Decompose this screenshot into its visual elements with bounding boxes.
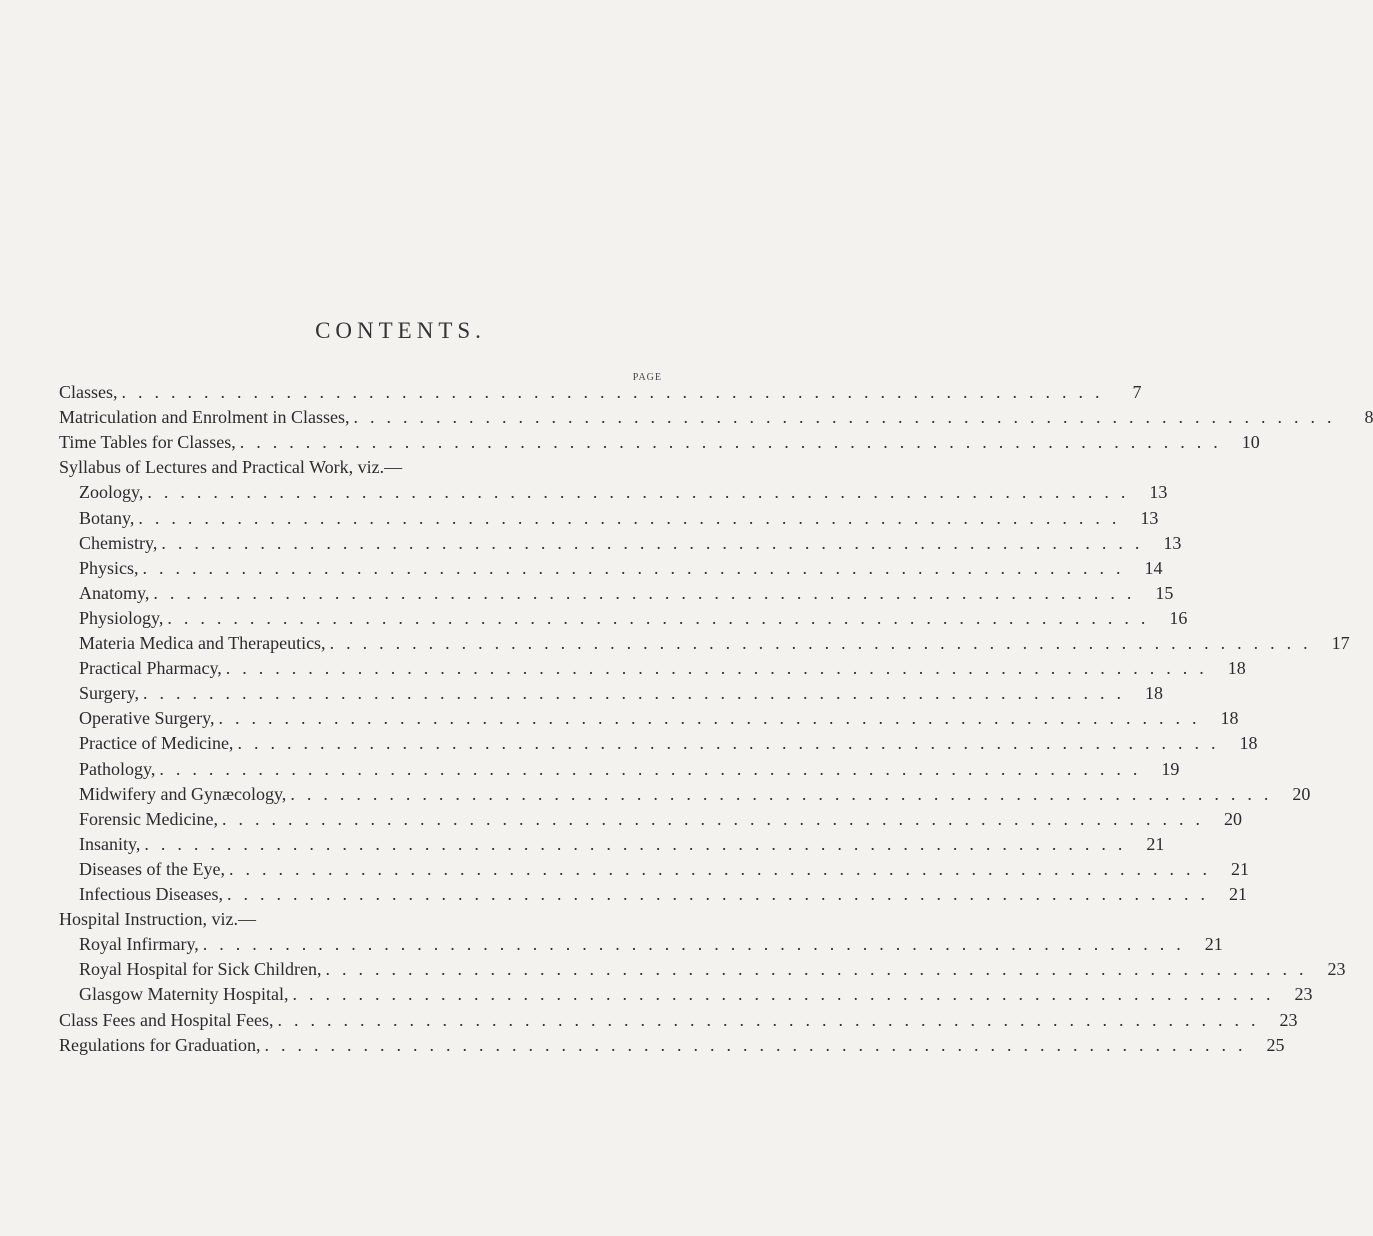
page-column-header: PAGE xyxy=(632,372,662,383)
toc-entry xyxy=(79,706,1239,731)
toc-entry-label: Forensic Medicine, xyxy=(79,808,218,829)
toc-entry-page-number: 18 xyxy=(1145,683,1163,704)
toc-entry-label: Midwifery and Gynæcology, xyxy=(79,783,287,804)
toc-entry-page-number: 21 xyxy=(1230,858,1249,879)
toc-entry xyxy=(79,531,1182,556)
toc-entry-label: Zoology, xyxy=(79,482,144,503)
toc-entry xyxy=(59,430,1260,455)
toc-entry-page-number: 14 xyxy=(1144,557,1163,578)
toc-entry-page-number: 10 xyxy=(1241,432,1260,453)
toc-entry-page-number: 18 xyxy=(1239,733,1258,754)
toc-entry-label: Classes, xyxy=(59,382,118,402)
toc-entry xyxy=(79,807,1242,832)
dot-leader: ............................................................ xyxy=(142,557,1133,578)
dot-leader: ............................................................ xyxy=(143,683,1133,704)
toc-entry-label: Glasgow Maternity Hospital, xyxy=(79,984,289,1005)
dot-leader: ............................................................ xyxy=(144,833,1135,854)
toc-entry-label: Pathology, xyxy=(79,758,156,779)
toc-entry-label: Practical Pharmacy, xyxy=(79,658,222,679)
dot-leader: ............................................................ xyxy=(292,984,1283,1005)
dot-leader: ............................................................ xyxy=(264,1034,1255,1055)
dot-leader: ............................................................ xyxy=(353,407,1344,428)
toc-entry-page-number: 19 xyxy=(1161,758,1180,779)
toc-entry-label: Diseases of the Eye, xyxy=(79,858,225,879)
toc-entry-page-number: 16 xyxy=(1169,607,1188,628)
toc-entry-page-number: 21 xyxy=(1228,884,1247,904)
toc-entry-label: Physics, xyxy=(79,557,139,578)
toc-entry-label: Royal Hospital for Sick Children, xyxy=(79,959,322,980)
dot-leader: ............................................................ xyxy=(237,733,1228,754)
dot-leader: ............................................................ xyxy=(329,633,1320,653)
toc-entry-label: Operative Surgery, xyxy=(79,708,215,729)
toc-entry-label: Materia Medica and Therapeutics, xyxy=(79,633,326,653)
toc-entry-label: Hospital Instruction, viz.— xyxy=(59,909,256,930)
dot-leader: ............................................................ xyxy=(325,959,1316,980)
toc-entry-page-number: 13 xyxy=(1163,532,1182,553)
toc-entry-page-number: 7 xyxy=(1132,382,1142,402)
toc-entry xyxy=(79,757,1180,782)
toc-section-heading xyxy=(59,455,662,480)
toc-entry-page-number: 23 xyxy=(1294,984,1313,1005)
toc-entry-page-number: 18 xyxy=(1227,658,1246,679)
dot-leader: ............................................................ xyxy=(221,808,1212,829)
dot-leader: ............................................................ xyxy=(121,382,1112,402)
dot-leader: ............................................................ xyxy=(228,858,1219,879)
toc-entry-label: Infectious Diseases, xyxy=(79,884,223,904)
page-title: CONTENTS. xyxy=(315,318,486,343)
toc-entry xyxy=(79,957,1346,982)
dot-leader: ............................................................ xyxy=(153,582,1144,603)
toc-entry-label: Syllabus of Lectures and Practical Work, viz.— xyxy=(59,457,403,478)
toc-entry xyxy=(79,681,1163,706)
toc-entry-label: Surgery, xyxy=(79,683,139,704)
dot-leader: ............................................................ xyxy=(277,1009,1268,1030)
toc-entry-page-number: 8 xyxy=(1364,407,1373,428)
dot-leader: ............................................................ xyxy=(202,934,1193,955)
toc-entry-label: Matriculation and Enrolment in Classes, xyxy=(59,407,350,428)
toc-entry-label: Practice of Medicine, xyxy=(79,733,234,754)
toc-entry-label: Time Tables for Classes, xyxy=(59,432,236,453)
toc-entry xyxy=(79,631,1350,656)
toc-entry xyxy=(59,380,1142,405)
dot-leader: ............................................................ xyxy=(138,507,1129,528)
toc-entry-page-number: 20 xyxy=(1292,783,1311,804)
toc-entry-label: Class Fees and Hospital Fees, xyxy=(59,1009,274,1030)
dot-leader: ............................................................ xyxy=(147,482,1138,503)
toc-entry xyxy=(59,1008,1298,1033)
toc-entry-page-number: 25 xyxy=(1266,1034,1285,1055)
toc-entry xyxy=(79,731,1258,756)
toc-entry-label: Anatomy, xyxy=(79,582,150,603)
toc-section-heading xyxy=(59,907,662,932)
toc-entry xyxy=(59,405,1373,430)
toc-entry-page-number: 18 xyxy=(1220,708,1239,729)
toc-entry-page-number: 15 xyxy=(1155,582,1174,603)
toc-entry-page-number: 23 xyxy=(1327,959,1346,980)
toc-entry-page-number: 21 xyxy=(1204,934,1223,955)
dot-leader: ............................................................ xyxy=(159,758,1150,779)
toc-entry-page-number: 20 xyxy=(1223,808,1242,829)
dot-leader: ............................................................ xyxy=(218,708,1209,729)
dot-leader: ............................................................ xyxy=(226,884,1217,904)
dot-leader: ............................................................ xyxy=(161,532,1152,553)
toc-entry-page-number: 21 xyxy=(1146,833,1165,854)
toc-entry-label: Chemistry, xyxy=(79,532,158,553)
toc-entry xyxy=(79,782,1311,807)
toc-entry xyxy=(79,556,1163,581)
toc-entry-label: Royal Infirmary, xyxy=(79,934,199,955)
toc-entry xyxy=(79,982,1313,1007)
toc-entry xyxy=(79,656,1246,681)
toc-entry xyxy=(79,832,1165,857)
toc-entry-label: Botany, xyxy=(79,507,135,528)
toc-entry xyxy=(79,480,1168,505)
toc-entry xyxy=(79,882,1247,907)
toc-entry xyxy=(59,1033,1285,1058)
toc-entry xyxy=(79,606,1188,631)
toc-entry-label: Regulations for Graduation, xyxy=(59,1034,261,1055)
dot-leader: ............................................................ xyxy=(290,783,1281,804)
toc-entry xyxy=(79,932,1223,957)
toc-entry-page-number: 13 xyxy=(1140,507,1159,528)
toc-entry-page-number: 17 xyxy=(1331,633,1350,653)
toc-entry-label: Insanity, xyxy=(79,833,141,854)
toc-entry-page-number: 13 xyxy=(1149,482,1168,503)
toc-entry-label: Physiology, xyxy=(79,607,164,628)
dot-leader: ............................................................ xyxy=(225,658,1216,679)
dot-leader: ............................................................ xyxy=(167,607,1158,628)
toc-entry xyxy=(79,506,1159,531)
toc-entry xyxy=(79,857,1249,882)
dot-leader: ............................................................ xyxy=(239,432,1230,453)
toc-entry xyxy=(79,581,1174,606)
toc-entry-page-number: 23 xyxy=(1279,1009,1298,1030)
